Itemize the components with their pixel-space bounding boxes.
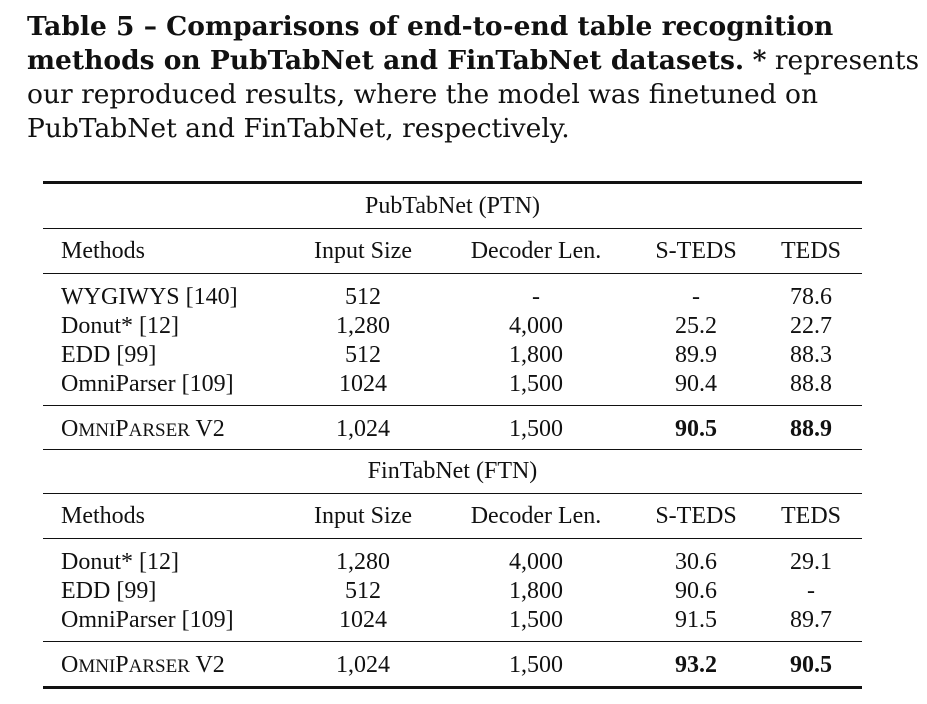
- table-cell-decoder: 4,000: [509, 549, 563, 575]
- table-cell-steds: 25.2: [675, 313, 717, 339]
- table-cell-method: Donut* [12]: [61, 313, 179, 339]
- header-steds: S-TEDS: [655, 238, 737, 264]
- table-cell-input: 1024: [339, 371, 387, 397]
- table-cell-steds: 90.6: [675, 578, 717, 604]
- section-title-ftn: FinTabNet (FTN): [367, 458, 538, 484]
- table-cell-steds: -: [692, 284, 700, 310]
- table-cell-input: 1,280: [336, 549, 390, 575]
- table-cell-input: 512: [345, 342, 381, 368]
- header-input-size: Input Size: [314, 238, 412, 264]
- table-cell-decoder: 1,500: [509, 607, 563, 633]
- header-input-size: Input Size: [314, 503, 412, 529]
- ours-steds: 90.5: [675, 416, 717, 442]
- section-divider-rule: [43, 449, 862, 450]
- table-cell-teds: 89.7: [790, 607, 832, 633]
- table-cell-teds: 88.8: [790, 371, 832, 397]
- table-cell-method: OmniParser [109]: [61, 371, 234, 397]
- table-cell-decoder: 4,000: [509, 313, 563, 339]
- header-methods: Methods: [61, 238, 145, 264]
- table-cell-teds: -: [807, 578, 815, 604]
- ours-teds: 90.5: [790, 652, 832, 678]
- table-cell-decoder: 1,800: [509, 342, 563, 368]
- table-cell-method: EDD [99]: [61, 342, 157, 368]
- header-decoder-len: Decoder Len.: [470, 238, 602, 264]
- header-methods: Methods: [61, 503, 145, 529]
- table-cell-teds: 22.7: [790, 313, 832, 339]
- ours-method-name: OMNIPARSER V2: [61, 416, 225, 442]
- ours-decoder: 1,500: [509, 652, 563, 678]
- table-cell-steds: 30.6: [675, 549, 717, 575]
- table-cell-teds: 88.3: [790, 342, 832, 368]
- ours-teds: 88.9: [790, 416, 832, 442]
- ours-method-name: OMNIPARSER V2: [61, 652, 225, 678]
- ours-decoder: 1,500: [509, 416, 563, 442]
- table-cell-method: WYGIWYS [140]: [61, 284, 238, 310]
- ours-steds: 93.2: [675, 652, 717, 678]
- caption-title-line2: methods on PubTabNet and FinTabNet datasets.: [27, 45, 745, 76]
- table-cell-method: OmniParser [109]: [61, 607, 234, 633]
- ftn-title-rule: [43, 493, 862, 494]
- ours-input: 1,024: [336, 416, 390, 442]
- table-cell-decoder: 1,500: [509, 371, 563, 397]
- table-cell-input: 1,280: [336, 313, 390, 339]
- table-cell-teds: 78.6: [790, 284, 832, 310]
- caption-star: *: [752, 45, 767, 76]
- header-decoder-len: Decoder Len.: [470, 503, 602, 529]
- section-title-ptn: PubTabNet (PTN): [365, 193, 540, 219]
- table-cell-teds: 29.1: [790, 549, 832, 575]
- ftn-header-rule: [43, 538, 862, 539]
- table-caption: [27, 10, 927, 146]
- table-cell-input: 512: [345, 284, 381, 310]
- table-cell-method: EDD [99]: [61, 578, 157, 604]
- header-teds: TEDS: [781, 503, 841, 529]
- caption-title-line1: Table 5 – Comparisons of end-to-end table recognition: [27, 11, 834, 42]
- caption-text-line4: PubTabNet and FinTabNet, respectively.: [27, 113, 570, 144]
- ours-input: 1,024: [336, 652, 390, 678]
- caption-text-line3: our reproduced results, where the model was finetuned on: [27, 79, 819, 110]
- table-cell-method: Donut* [12]: [61, 549, 179, 575]
- header-teds: TEDS: [781, 238, 841, 264]
- table-cell-input: 512: [345, 578, 381, 604]
- top-rule: [43, 181, 862, 184]
- table-cell-steds: 89.9: [675, 342, 717, 368]
- ftn-ours-rule: [43, 641, 862, 642]
- ptn-header-rule: [43, 273, 862, 274]
- table-cell-steds: 91.5: [675, 607, 717, 633]
- bottom-rule: [43, 686, 862, 689]
- table-cell-steds: 90.4: [675, 371, 717, 397]
- table-cell-decoder: 1,800: [509, 578, 563, 604]
- caption-text-line2: represents: [766, 45, 920, 76]
- ptn-title-rule: [43, 228, 862, 229]
- table-cell-input: 1024: [339, 607, 387, 633]
- table-cell-decoder: -: [532, 284, 540, 310]
- ptn-ours-rule: [43, 405, 862, 406]
- header-steds: S-TEDS: [655, 503, 737, 529]
